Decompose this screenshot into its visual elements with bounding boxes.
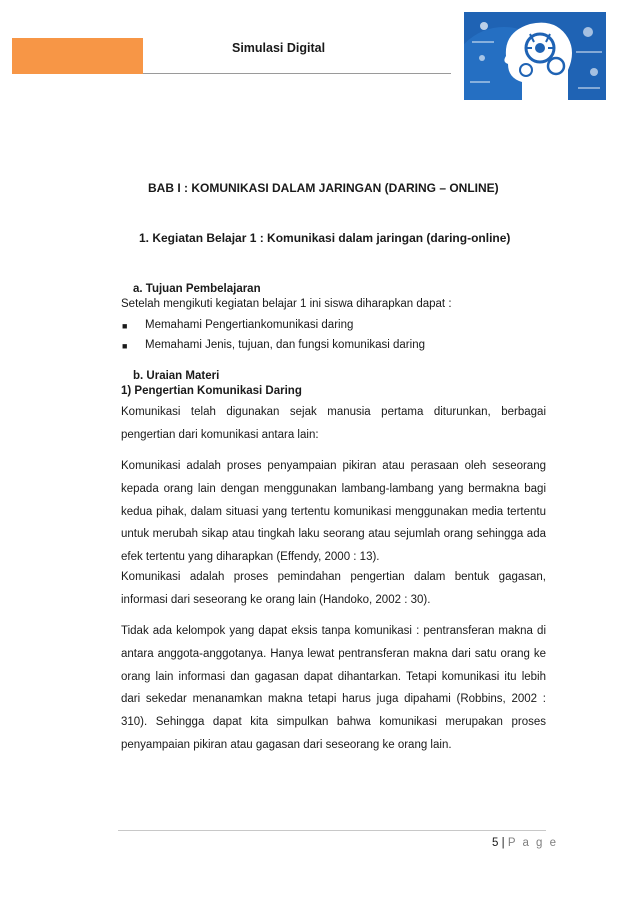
objective-item: Memahami Jenis, tujuan, dan fungsi komunikasi daring	[145, 339, 425, 351]
page-number: 5	[492, 837, 499, 849]
footer-rule	[118, 830, 546, 831]
header-rule	[143, 73, 451, 74]
section-a-intro: Setelah mengikuti kegiatan belajar 1 ini siswa diharapkan dapat :	[121, 298, 452, 310]
section-b-heading: b. Uraian Materi	[133, 370, 220, 382]
section-a-heading: a. Tujuan Pembelajaran	[133, 283, 261, 295]
section-b-subheading: 1) Pengertian Komunikasi Daring	[121, 385, 302, 397]
objective-item: Memahami Pengertiankomunikasi daring	[145, 319, 354, 331]
chapter-title: BAB I : KOMUNIKASI DALAM JARINGAN (DARING – ONLINE)	[148, 181, 499, 195]
bullet-icon: ■	[122, 321, 128, 331]
activity-title: 1. Kegiatan Belajar 1 : Komunikasi dalam jaringan (daring-online)	[139, 231, 511, 245]
page-footer	[492, 837, 558, 849]
header-title: Simulasi Digital	[232, 41, 326, 55]
body-paragraph: Komunikasi adalah proses penyampaian pikiran atau perasaan oleh seseorang kepada orang lain dengan menggunakan lambang-lambang yang bermakna bagi kedua pihak, dalam situasi yang tertentu komunikasi menggunakan media tertentu untuk merubah sikap atau tingkah laku seorang atau sejumlah orang sehingga ada efek tertentu yang diharapkan (Effendy, 2000 : 13).	[121, 460, 546, 564]
body-paragraph: Komunikasi telah digunakan sejak manusia pertama diturunkan, berbagai pengertian dari komunikasi antara lain:	[121, 406, 546, 441]
page-label: P a g e	[507, 837, 559, 849]
body-paragraph: Komunikasi adalah proses pemindahan pengertian dalam bentuk gagasan, informasi dari seseorang ke orang lain (Handoko, 2002 : 30).	[121, 571, 546, 606]
bullet-icon: ■	[122, 341, 128, 351]
header-accent-bar	[12, 38, 143, 74]
footer-separator: |	[501, 837, 505, 849]
digital-head-illustration-icon	[464, 12, 606, 100]
body-paragraph: Tidak ada kelompok yang dapat eksis tanpa komunikasi : pentransferan makna di antara anggota-anggotanya. Hanya lewat pentransferan makna dari satu orang ke orang lain informasi dan gagasan dapat dihantarkan. Tetapi komunikasi itu lebih dari sekedar menanamkan makna tetapi harus juga dipahami (Robbins, 2002 : 310). Sehingga dapat kita simpulkan bahwa komunikasi merupakan proses penyampaian pikiran atau gagasan dari seseorang ke orang lain.	[121, 625, 546, 751]
